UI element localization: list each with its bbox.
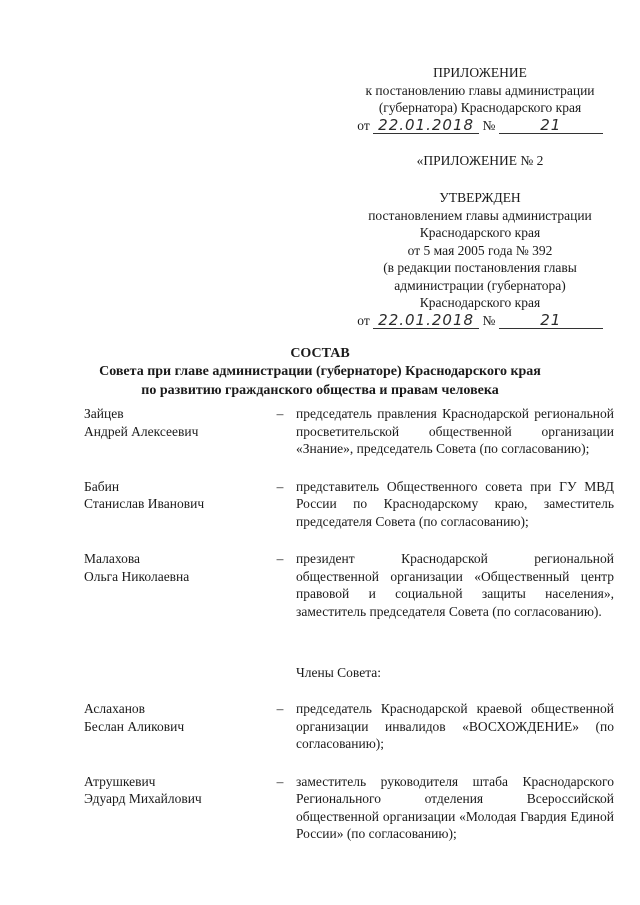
approved-line-6: Краснодарского края [419,295,541,311]
members-list [84,700,614,863]
separator-dash: – [276,773,284,789]
title-line-3: по развитию гражданского общества и правам человека [141,382,499,398]
appendix-header [330,64,630,134]
date-prefix: от [357,312,370,328]
list-item [84,550,614,620]
list-item [84,773,614,843]
member-name [84,773,264,808]
member-name [84,550,264,585]
approved-line-2: Краснодарского края [419,225,541,241]
approved-line-3: от 5 мая 2005 года № 392 [407,242,553,258]
member-role: представитель Общественного совета при ГУ МВД России по Краснодарскому краю, заместитель председателя Совета (по согласованию); [296,478,614,529]
member-surname: Малахова [84,551,141,567]
member-name [84,405,264,440]
handwritten-number: 21 [499,313,603,329]
member-name [84,478,264,513]
appendix-2-title: «ПРИЛОЖЕНИЕ № 2 [416,153,544,168]
number-prefix: № [482,117,496,133]
separator-dash: – [276,701,284,716]
number-prefix: № [482,312,496,328]
title-line-2: Совета при главе администрации (губернаторе) Краснодарского края [99,364,541,380]
leadership-list [84,405,614,640]
member-surname: Бабин [84,478,120,494]
member-role: председатель правления Краснодарской региональной просветительской общественной организации «Знание», председатель Совета (по согласованию); [296,406,614,457]
handwritten-date: 22.01.2018 [373,313,479,329]
approved-date-line [330,312,630,330]
appendix-line-1: к постановлению главы администрации [365,82,595,98]
handwritten-number: 21 [499,118,603,134]
separator-dash: – [276,478,284,494]
appendix-title: ПРИЛОЖЕНИЕ [433,65,527,80]
member-given-name: Эдуард Михайлович [84,791,202,807]
document-title [0,345,640,400]
member-surname: Атрушкевич [84,773,156,789]
list-item [84,700,614,753]
handwritten-date: 22.01.2018 [373,118,479,134]
list-item [84,478,614,531]
member-role: президент Краснодарской региональной общественной организации «Общественный центр правовой и социальной защиты населения», заместитель председателя Совета (по согласованию). [296,551,614,619]
member-name [84,700,264,735]
approved-title: УТВЕРЖДЕН [439,190,521,205]
appendix-date-line [330,117,630,135]
separator-dash: – [276,406,284,421]
approved-block [330,189,630,329]
title-line-1: СОСТАВ [290,346,350,361]
approved-line-5: администрации (губернатора) [394,277,566,293]
member-given-name: Ольга Николаевна [84,568,190,584]
separator-dash: – [276,551,284,567]
member-given-name: Станислав Иванович [84,496,205,512]
members-heading: Члены Совета: [296,665,382,680]
member-given-name: Андрей Алексеевич [84,423,199,439]
appendix-line-2: (губернатора) Краснодарского края [378,100,582,116]
date-prefix: от [357,117,370,133]
approved-line-4: (в редакции постановления главы [383,260,577,276]
appendix-2-header [330,152,630,170]
approved-line-1: постановлением главы администрации [368,207,592,223]
list-item [84,405,614,458]
member-role: заместитель руководителя штаба Краснодарского Регионального отделения Всероссийской общественной организации «Молодая Гвардия Единой России» (по согласованию); [296,773,614,842]
member-surname: Зайцев [84,406,124,421]
member-surname: Аслаханов [84,701,146,716]
member-given-name: Беслан Аликович [84,718,185,734]
member-role: председатель Краснодарской краевой общественной организации инвалидов «ВОСХОЖДЕНИЕ» (по согласованию); [296,701,614,752]
